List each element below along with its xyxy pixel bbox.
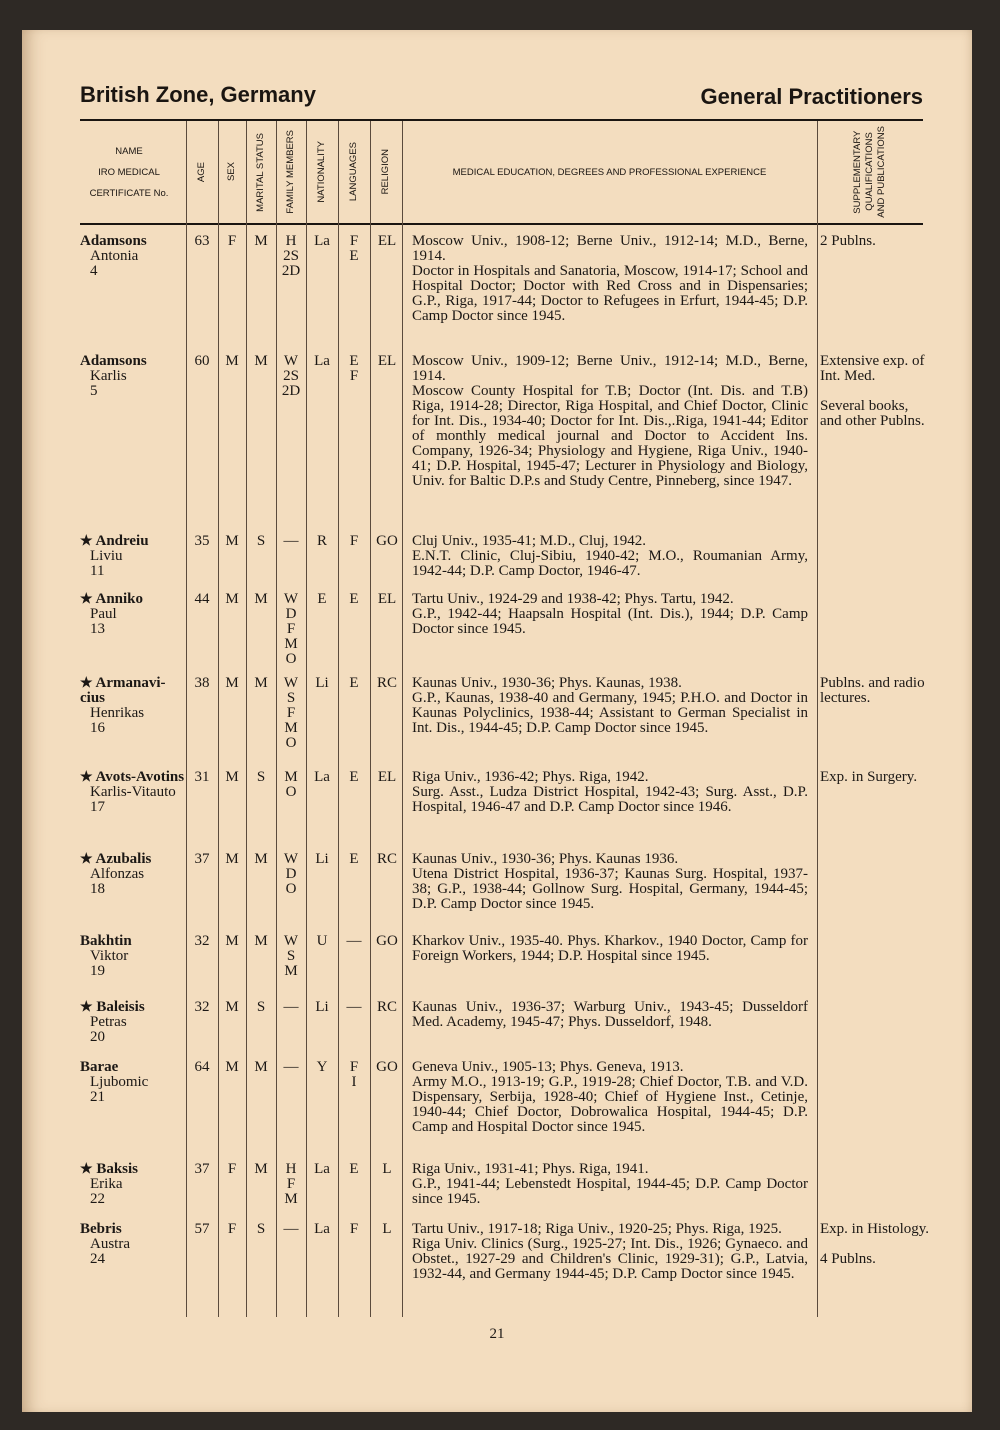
sex-cell: M: [225, 933, 239, 949]
experience-paragraph: G.P., Kaunas, 1938-40 and Germany, 1945; P.H.O. and Doctor in Kaunas Polyclinics, 1938-44; Assistant to German Specialist in Int. Dis., 1944-45; D.P. Camp Doctor since 1945.: [412, 690, 808, 736]
age-cell: 44: [194, 591, 210, 607]
sex-cell: F: [227, 1161, 237, 1177]
family-cell: —: [283, 999, 299, 1015]
star-marker: ★: [80, 770, 93, 785]
languages-cell: —: [346, 999, 362, 1015]
marital-cell: S: [256, 1221, 266, 1237]
surname: Baksis: [96, 1161, 139, 1177]
languages-cell: E: [349, 591, 359, 607]
sex-cell: M: [225, 533, 239, 549]
column-head-name-line: NAME: [115, 145, 143, 157]
supplementary-note: Extensive exp. of Int. Med.: [820, 353, 925, 384]
given-name: Erika: [90, 1176, 123, 1192]
given-name: Paul: [90, 606, 117, 622]
name-cell: [80, 1060, 188, 1105]
religion-cell: EL: [377, 233, 397, 249]
column-head-age: [186, 121, 218, 223]
marital-cell: M: [254, 591, 268, 607]
surname-line: [80, 234, 188, 249]
sex-cell: M: [225, 353, 239, 369]
marital-cell: S: [256, 769, 266, 785]
marital-cell: S: [256, 999, 266, 1015]
experience-paragraph: Army M.O., 1913-19; G.P., 1919-28; Chief Doctor, T.B. and V.D. Dispensary, Serbija, 1928-40; Chief of Hygiene Inst., Cetinje, 1940-44; Chief Doctor, Dobrowalica Hospital, 1944-45; D.P. Camp and Hospital Doctor since 1945.: [412, 1074, 808, 1135]
religion-cell: EL: [377, 353, 397, 369]
certificate-number: 24: [90, 1251, 105, 1267]
experience-paragraph: Kaunas Univ., 1930-36; Phys. Kaunas, 1938.: [412, 675, 682, 691]
age-cell: 38: [194, 675, 210, 691]
column-divider: [246, 121, 247, 1317]
column-head-marital: [246, 121, 276, 223]
column-head-religion: [370, 121, 402, 223]
name-cell: [80, 354, 188, 399]
experience-cell: [412, 234, 808, 324]
certificate-number: 20: [90, 1029, 105, 1045]
star-marker: ★: [80, 1162, 93, 1177]
surname-line: [80, 1222, 188, 1237]
given-name: Austra: [90, 1236, 130, 1252]
certificate-number: 21: [90, 1089, 105, 1105]
column-head-languages-label: LANGUAGES: [348, 142, 359, 202]
family-cell: W S F M O: [283, 675, 299, 751]
marital-cell: M: [254, 1059, 268, 1075]
experience-paragraph: Moscow Univ., 1909-12; Berne Univ., 1912-14; M.D., Berne, 1914.: [412, 353, 808, 384]
surname: Bakhtin: [80, 933, 132, 949]
column-head-experience-label: MEDICAL EDUCATION, DEGREES AND PROFESSIONAL EXPERIENCE: [452, 166, 767, 178]
surname: Andreiu: [95, 533, 149, 549]
languages-cell: E: [349, 851, 359, 867]
marital-cell: M: [254, 1161, 268, 1177]
name-cell: [80, 1000, 188, 1045]
given-name: Alfonzas: [90, 866, 145, 882]
languages-cell: F: [349, 1221, 359, 1237]
given-name: Karlis-Vitauto: [90, 784, 176, 800]
age-cell: 64: [194, 1059, 210, 1075]
experience-paragraph: Moscow Univ., 1908-12; Berne Univ., 1912-14; M.D., Berne, 1914.: [412, 233, 808, 264]
column-head-experience: [402, 121, 817, 223]
sex-cell: M: [225, 851, 239, 867]
name-cell: [80, 592, 188, 637]
experience-cell: [412, 534, 808, 579]
age-cell: 32: [194, 999, 210, 1015]
family-cell: W 2S 2D: [281, 353, 301, 399]
header-category: General Practitioners: [700, 84, 923, 109]
supplementary-cell: [820, 234, 930, 264]
surname: Anniko: [95, 591, 144, 607]
column-head-supplementary-line: QUALIFICATIONS: [864, 132, 875, 212]
certificate-number: 18: [90, 881, 105, 897]
surname-line: [80, 1000, 188, 1015]
experience-paragraph: Riga Univ., 1936-42; Phys. Riga, 1942.: [412, 769, 649, 785]
given-name: Henrikas: [90, 705, 145, 721]
name-cell: [80, 934, 188, 979]
column-head-name: [80, 121, 178, 223]
experience-cell: [412, 1222, 808, 1282]
column-head-nationality-label: NATIONALITY: [316, 141, 327, 203]
name-cell: [80, 234, 188, 279]
languages-cell: F I: [349, 1059, 359, 1090]
given-name: Antonia: [90, 248, 139, 264]
star-marker: ★: [80, 1000, 93, 1015]
name-cell: [80, 1162, 188, 1207]
experience-paragraph: E.N.T. Clinic, Cluj-Sibiu, 1940-42; M.O., Roumanian Army, 1942-44; D.P. Camp Doctor, 1946-47.: [412, 548, 808, 579]
surname: Azubalis: [95, 851, 152, 867]
family-cell: —: [283, 1221, 299, 1237]
name-cell: [80, 770, 188, 815]
nationality-cell: La: [314, 1221, 330, 1237]
languages-cell: E: [349, 769, 359, 785]
age-cell: 35: [194, 533, 210, 549]
surname-line: [80, 534, 188, 549]
family-cell: H F M: [284, 1161, 298, 1207]
column-head-marital-label: MARITAL STATUS: [255, 132, 266, 212]
religion-cell: L: [382, 1221, 392, 1237]
column-divider: [218, 121, 219, 1317]
religion-cell: GO: [376, 933, 398, 949]
column-head-supplementary-label: [852, 126, 888, 218]
languages-cell: E: [349, 675, 359, 691]
column-head-age-label: AGE: [196, 161, 207, 183]
surname-line: [80, 1162, 188, 1177]
religion-cell: EL: [377, 769, 397, 785]
supplementary-note: 2 Publns.: [820, 233, 876, 249]
family-cell: W S M: [283, 933, 299, 979]
surname: Armanavi-cius: [80, 675, 166, 706]
header-zone: British Zone, Germany: [80, 82, 316, 107]
experience-paragraph: Kharkov Univ., 1935-40. Phys. Kharkov., 1940 Doctor, Camp for Foreign Workers, 1944; D.P. Hospital since 1945.: [412, 933, 808, 964]
certificate-number: 5: [90, 383, 98, 399]
age-cell: 63: [194, 233, 210, 249]
religion-cell: RC: [376, 851, 397, 867]
surname: Adamsons: [80, 353, 147, 369]
star-marker: ★: [80, 534, 93, 549]
column-divider: [817, 121, 818, 1317]
column-head-sex-label: SEX: [226, 162, 237, 182]
languages-cell: F: [349, 533, 359, 549]
supplementary-cell: [820, 354, 930, 444]
column-head-name-line: CERTIFICATE No.: [89, 187, 169, 199]
given-name: Liviu: [90, 548, 123, 564]
surname: Bebris: [80, 1221, 122, 1237]
experience-cell: [412, 1162, 808, 1207]
experience-cell: [412, 934, 808, 964]
nationality-cell: La: [314, 1161, 330, 1177]
surname-line: [80, 676, 188, 706]
experience-paragraph: Cluj Univ., 1935-41; M.D., Cluj, 1942.: [412, 533, 647, 549]
nationality-cell: E: [317, 591, 327, 607]
supplementary-note: Publns. and radio lectures.: [820, 675, 925, 706]
column-head-supplementary-line: AND PUBLICATIONS: [876, 126, 887, 218]
experience-paragraph: Tartu Univ., 1917-18; Riga Univ., 1920-25; Phys. Riga, 1925.: [412, 1221, 782, 1237]
family-cell: W D O: [283, 851, 299, 897]
experience-cell: [412, 770, 808, 815]
family-cell: —: [283, 1059, 299, 1075]
given-name: Karlis: [90, 368, 127, 384]
religion-cell: L: [382, 1161, 392, 1177]
certificate-number: 17: [90, 799, 105, 815]
religion-cell: GO: [376, 533, 398, 549]
surname-line: [80, 354, 188, 369]
column-divider: [338, 121, 339, 1317]
column-head-languages: [338, 121, 370, 223]
sex-cell: M: [225, 999, 239, 1015]
star-marker: ★: [80, 676, 93, 691]
sex-cell: M: [225, 675, 239, 691]
certificate-number: 4: [90, 263, 98, 279]
marital-cell: M: [254, 851, 268, 867]
languages-cell: E: [349, 1161, 359, 1177]
experience-paragraph: Utena District Hospital, 1936-37; Kaunas Surg. Hospital, 1937-38; G.P., 1938-44; Gollnow Surg. Hospital, Germany, 1944-45; D.P. Camp Doctor since 1945.: [412, 866, 808, 912]
page: [22, 30, 972, 1412]
sex-cell: M: [225, 1059, 239, 1075]
column-head-family: [276, 121, 306, 223]
age-cell: 60: [194, 353, 210, 369]
name-cell: [80, 676, 188, 736]
religion-cell: RC: [376, 675, 397, 691]
marital-cell: M: [254, 233, 268, 249]
certificate-number: 16: [90, 720, 105, 736]
page-number: 21: [489, 1326, 505, 1342]
age-cell: 31: [194, 769, 210, 785]
supplementary-cell: [820, 770, 930, 800]
nationality-cell: Li: [315, 675, 329, 691]
certificate-number: 22: [90, 1191, 105, 1207]
column-divider: [306, 121, 307, 1317]
religion-cell: EL: [377, 591, 397, 607]
experience-cell: [412, 852, 808, 912]
languages-cell: E F: [349, 353, 359, 384]
nationality-cell: La: [314, 353, 330, 369]
experience-paragraph: G.P., 1941-44; Lebenstedt Hospital, 1944-45; D.P. Camp Doctor since 1945.: [412, 1176, 808, 1207]
surname: Barae: [80, 1059, 119, 1075]
experience-paragraph: Doctor in Hospitals and Sanatoria, Moscow, 1914-17; School and Hospital Doctor; Doctor with Red Cross and in Dispensaries; G.P., Riga, 1917-44; Doctor to Refugees in Erfurt, 1944-45; D.P. Camp Doctor since 1945.: [412, 263, 808, 324]
name-cell: [80, 1222, 188, 1267]
certificate-number: 11: [90, 563, 105, 579]
star-marker: ★: [80, 592, 93, 607]
experience-paragraph: Riga Univ., 1931-41; Phys. Riga, 1941.: [412, 1161, 649, 1177]
surname-line: [80, 934, 188, 949]
experience-paragraph: Surg. Asst., Ludza District Hospital, 1942-43; Surg. Asst., D.P. Hospital, 1946-47 and D.P. Camp Doctor since 1946.: [412, 784, 808, 815]
marital-cell: M: [254, 675, 268, 691]
given-name: Ljubomic: [90, 1074, 149, 1090]
supplementary-cell: [820, 676, 930, 721]
nationality-cell: Li: [315, 851, 329, 867]
nationality-cell: Y: [316, 1059, 328, 1075]
marital-cell: S: [256, 533, 266, 549]
certificate-number: 13: [90, 621, 105, 637]
name-cell: [80, 534, 188, 579]
family-cell: M O: [284, 769, 298, 800]
surname: Adamsons: [80, 233, 147, 249]
marital-cell: M: [254, 933, 268, 949]
surname-line: [80, 592, 188, 607]
sex-cell: F: [227, 1221, 237, 1237]
experience-cell: [412, 592, 808, 637]
surname-line: [80, 1060, 188, 1075]
given-name: Viktor: [90, 948, 129, 964]
nationality-cell: La: [314, 769, 330, 785]
experience-paragraph: Geneva Univ., 1905-13; Phys. Geneva, 1913.: [412, 1059, 684, 1075]
column-head-rule: [80, 223, 923, 225]
family-cell: H 2S 2D: [281, 233, 301, 279]
given-name: Petras: [90, 1014, 127, 1030]
experience-paragraph: Moscow County Hospital for T.B; Doctor (Int. Dis. and T.B) Riga, 1914-28; Director, Riga Hospital, and Chief Doctor, Clinic for Int. Dis., 1934-40; Doctor for Int. Dis.,.Riga, 1941-44; Editor of monthly medical journal and Doctor to Accident Ins. Company, 1926-34; Physiology and Hygiene, Riga Univ., 1940-41; D.P. Hospital, 1945-47; Lecturer in Physiology and Biology, Univ. for Baltic D.P.s and Study Centre, Pinneberg, since 1947.: [412, 383, 808, 489]
supplementary-note: 4 Publns.: [820, 1251, 876, 1267]
sex-cell: F: [227, 233, 237, 249]
surname-line: [80, 852, 188, 867]
religion-cell: GO: [376, 1059, 398, 1075]
experience-paragraph: Kaunas Univ., 1930-36; Phys. Kaunas 1936.: [412, 851, 679, 867]
sex-cell: M: [225, 769, 239, 785]
age-cell: 57: [194, 1221, 210, 1237]
column-divider: [370, 121, 371, 1317]
supplementary-note: Exp. in Surgery.: [820, 769, 918, 785]
page-header: [80, 82, 923, 120]
marital-cell: M: [254, 353, 268, 369]
supplementary-cell: [820, 1222, 930, 1282]
experience-cell: [412, 1060, 808, 1135]
column-divider: [402, 121, 403, 1317]
column-head-family-label: FAMILY MEMBERS: [285, 130, 296, 214]
experience-cell: [412, 1000, 808, 1030]
experience-paragraph: Kaunas Univ., 1936-37; Warburg Univ., 1943-45; Dusseldorf Med. Academy, 1945-47; Phys. Dusseldorf, 1948.: [412, 999, 808, 1030]
supplementary-note: Exp. in Histology.: [820, 1221, 930, 1237]
surname-line: [80, 770, 188, 785]
column-head-nationality: [306, 121, 338, 223]
column-head-sex: [218, 121, 246, 223]
star-marker: ★: [80, 852, 93, 867]
languages-cell: F E: [349, 233, 359, 264]
name-cell: [80, 852, 188, 897]
family-cell: —: [283, 533, 299, 549]
experience-cell: [412, 354, 808, 489]
sex-cell: M: [225, 591, 239, 607]
nationality-cell: Li: [315, 999, 329, 1015]
column-head-supplementary-line: SUPPLEMENTARY: [852, 130, 863, 214]
supplementary-note: Several books, and other Publns.: [820, 398, 925, 429]
experience-paragraph: Tartu Univ., 1924-29 and 1938-42; Phys. Tartu, 1942.: [412, 591, 734, 607]
column-head-name-line: IRO MEDICAL: [98, 166, 160, 178]
age-cell: 37: [194, 851, 210, 867]
age-cell: 32: [194, 933, 210, 949]
surname: Avots-Avotins: [95, 769, 185, 785]
column-head-religion-label: RELIGION: [380, 149, 391, 195]
certificate-number: 19: [90, 963, 105, 979]
age-cell: 37: [194, 1161, 210, 1177]
religion-cell: RC: [376, 999, 397, 1015]
languages-cell: —: [346, 933, 362, 949]
experience-paragraph: Riga Univ. Clinics (Surg., 1925-27; Int. Dis., 1926; Gynaeco. and Obstet., 1927-29 and Children's Clinic, 1929-31); G.P., Latvia, 1932-44, and Germany 1944-45; D.P. Camp Doctor since 1945.: [412, 1236, 808, 1282]
nationality-cell: R: [316, 533, 327, 549]
nationality-cell: La: [314, 233, 330, 249]
experience-paragraph: G.P., 1942-44; Haapsaln Hospital (Int. Dis.), 1944; D.P. Camp Doctor since 1945.: [412, 606, 808, 637]
nationality-cell: U: [316, 933, 328, 949]
surname: Baleisis: [96, 999, 145, 1015]
experience-cell: [412, 676, 808, 736]
family-cell: W D F M O: [283, 591, 299, 667]
column-head-supplementary: [817, 121, 923, 223]
